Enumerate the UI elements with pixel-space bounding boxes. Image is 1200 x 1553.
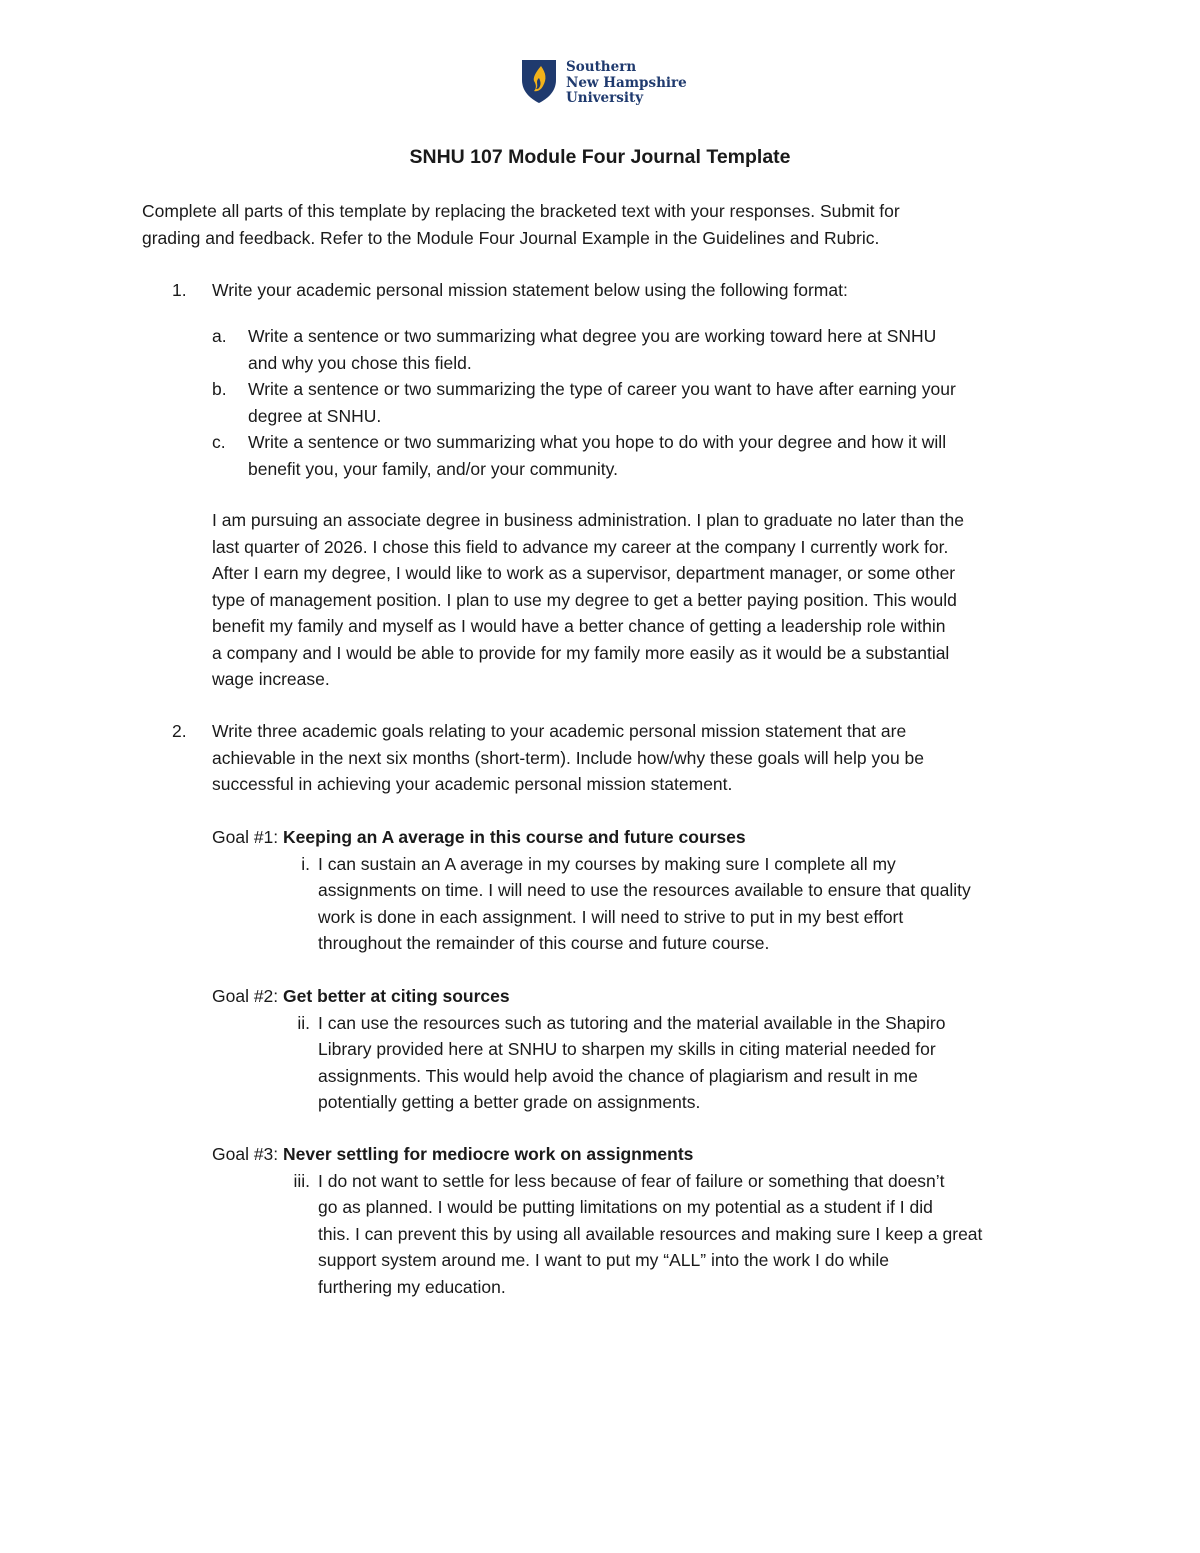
intro-paragraph bbox=[142, 198, 1042, 251]
goal-title: Keeping an A average in this course and future courses bbox=[283, 827, 746, 847]
goal-line: throughout the remainder of this course and future course. bbox=[318, 933, 770, 953]
goal-3 bbox=[212, 1141, 1072, 1300]
goal-description bbox=[212, 1168, 1072, 1301]
format-sublist bbox=[212, 323, 1062, 482]
item-text-line: successful in achieving your academic personal mission statement. bbox=[212, 774, 733, 794]
intro-line: grading and feedback. Refer to the Module Four Journal Example in the Guidelines and Rubric. bbox=[142, 227, 880, 248]
answer-line: benefit my family and myself as I would have a better chance of getting a leadership role within bbox=[212, 616, 946, 636]
sublist-line: and why you chose this field. bbox=[248, 352, 472, 373]
item-number: 2. bbox=[172, 721, 187, 741]
goal-line: I do not want to settle for less because of fear of failure or something that doesn’t bbox=[318, 1170, 945, 1191]
goal-label: Goal #1: bbox=[212, 827, 284, 847]
roman-marker: iii. bbox=[293, 1170, 310, 1191]
goal-line: support system around me. I want to put my “ALL” into the work I do while bbox=[318, 1250, 889, 1270]
goal-line: assignments. This would help avoid the chance of plagiarism and result in me bbox=[318, 1065, 918, 1086]
sublist-line: Write a sentence or two summarizing what degree you are working toward here at SNHU bbox=[248, 326, 937, 346]
goal-1 bbox=[212, 824, 1072, 957]
goal-line: I can sustain an A average in my courses by making sure I complete all my bbox=[318, 853, 896, 874]
sublist-marker: a. bbox=[212, 326, 227, 346]
sublist-line: degree at SNHU. bbox=[248, 405, 382, 426]
answer-line: wage increase. bbox=[212, 669, 330, 689]
sublist-marker: c. bbox=[212, 432, 226, 452]
sublist-line: Write a sentence or two summarizing the type of career you want to have after earning your bbox=[248, 379, 956, 399]
logo-line-2: New Hampshire bbox=[566, 74, 687, 91]
goal-line: go as planned. I would be putting limitations on my potential as a student if I did bbox=[318, 1197, 933, 1217]
sublist-line: Write a sentence or two summarizing what you hope to do with your degree and how it will bbox=[248, 432, 947, 452]
snhu-logo bbox=[520, 58, 687, 107]
goal-title: Never settling for mediocre work on assignments bbox=[283, 1144, 694, 1164]
sublist-line: benefit you, your family, and/or your community. bbox=[248, 458, 618, 479]
logo-line-3: University bbox=[566, 90, 644, 106]
goal-2 bbox=[212, 983, 1072, 1116]
item-text-line: achievable in the next six months (short-term). Include how/why these goals will help you be bbox=[212, 747, 925, 768]
item-text: Write your academic personal mission statement below using the following format: bbox=[212, 280, 848, 300]
answer-line: a company and I would be able to provide for my family more easily as it would be a substantial bbox=[212, 642, 950, 663]
logo-line-1: Southern bbox=[566, 59, 637, 75]
document-title: SNHU 107 Module Four Journal Template bbox=[409, 146, 791, 168]
goal-label: Goal #3: bbox=[212, 1144, 284, 1164]
shield-flame-icon bbox=[520, 58, 558, 104]
goal-line: I can use the resources such as tutoring and the material available in the Shapiro bbox=[318, 1012, 946, 1033]
mission-statement-answer bbox=[212, 507, 1072, 693]
goal-line: work is done in each assignment. I will need to strive to put in my best effort bbox=[318, 906, 904, 927]
goal-heading bbox=[212, 983, 1072, 1010]
sublist-item-b bbox=[212, 376, 1062, 429]
goal-line: furthering my education. bbox=[318, 1276, 506, 1297]
roman-marker: i. bbox=[301, 853, 310, 874]
goal-line: Library provided here at SNHU to sharpen my skills in citing material needed for bbox=[318, 1039, 936, 1059]
logo-wordmark bbox=[566, 60, 687, 107]
goal-heading bbox=[212, 824, 1072, 851]
intro-line: Complete all parts of this template by replacing the bracketed text with your responses. Submit for bbox=[142, 201, 900, 221]
sublist-marker: b. bbox=[212, 379, 227, 399]
answer-line: After I earn my degree, I would like to work as a supervisor, department manager, or some other bbox=[212, 563, 956, 583]
answer-line: I am pursuing an associate degree in business administration. I plan to graduate no later than the bbox=[212, 510, 964, 530]
item-text-line: Write three academic goals relating to your academic personal mission statement that are bbox=[212, 721, 907, 741]
goal-description bbox=[212, 851, 1072, 957]
answer-line: last quarter of 2026. I chose this field to advance my career at the company I currently work for. bbox=[212, 536, 949, 557]
goal-line: this. I can prevent this by using all available resources and making sure I keep a great bbox=[318, 1223, 983, 1244]
item-number: 1. bbox=[172, 280, 187, 300]
answer-line: type of management position. I plan to use my degree to get a better paying position. This would bbox=[212, 589, 957, 610]
numbered-item-2 bbox=[172, 718, 1062, 798]
goal-label: Goal #2: bbox=[212, 986, 284, 1006]
sublist-item-c bbox=[212, 429, 1062, 482]
roman-marker: ii. bbox=[297, 1012, 310, 1033]
sublist-item-a bbox=[212, 323, 1062, 376]
goal-line: potentially getting a better grade on assignments. bbox=[318, 1092, 701, 1112]
numbered-item-1 bbox=[172, 277, 1062, 304]
goal-description bbox=[212, 1010, 1072, 1116]
goal-title: Get better at citing sources bbox=[283, 986, 510, 1006]
goal-heading bbox=[212, 1141, 1072, 1168]
goal-line: assignments on time. I will need to use the resources available to ensure that quality bbox=[318, 880, 971, 900]
